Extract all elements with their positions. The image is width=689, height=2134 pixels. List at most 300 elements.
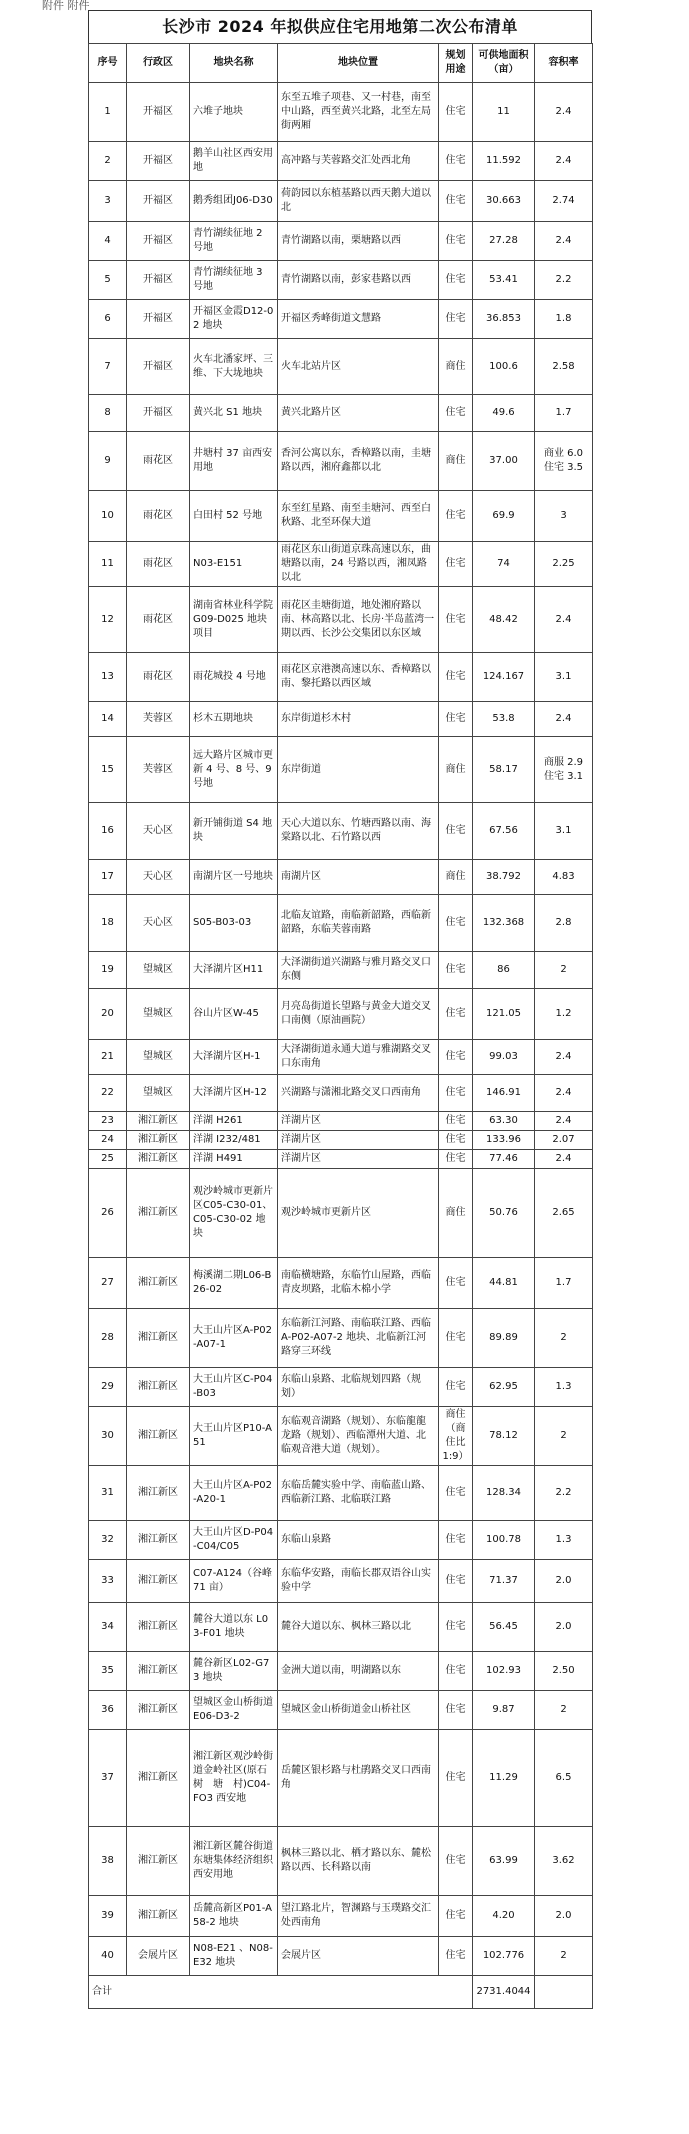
cell-location: 荷韵园以东植基路以西天鹅大道以北 — [278, 181, 439, 222]
cell-usage: 商住 — [439, 860, 473, 895]
cell-far: 2 — [535, 1309, 593, 1368]
cell-far: 2.4 — [535, 142, 593, 181]
table-row — [89, 542, 593, 587]
cell-location: 东岸街道杉木村 — [278, 702, 439, 737]
cell-parcel-name: 大泽湖片区H11 — [190, 952, 278, 989]
cell-area: 11.29 — [473, 1730, 535, 1827]
cell-district: 湘江新区 — [127, 1169, 190, 1258]
col-header-index: 序号 — [89, 44, 127, 83]
cell-location: 月亮岛街道长望路与黄金大道交叉口南侧（原油画院） — [278, 989, 439, 1040]
cell-usage: 住宅 — [439, 1560, 473, 1603]
cell-usage: 住宅 — [439, 395, 473, 432]
cell-district: 雨花区 — [127, 432, 190, 491]
table-header-row — [89, 44, 593, 83]
cell-far: 2.4 — [535, 222, 593, 261]
cell-usage: 商住 — [439, 339, 473, 395]
cell-location: 大泽湖街道兴湖路与雅月路交叉口东侧 — [278, 952, 439, 989]
cell-district: 湘江新区 — [127, 1827, 190, 1896]
cell-area: 99.03 — [473, 1040, 535, 1075]
table-row — [89, 1603, 593, 1652]
cell-area: 86 — [473, 952, 535, 989]
total-row — [89, 1976, 593, 2009]
cell-district: 开福区 — [127, 83, 190, 142]
cell-far: 2.4 — [535, 1075, 593, 1112]
cell-district: 芙蓉区 — [127, 702, 190, 737]
cell-parcel-name: N03-E151 — [190, 542, 278, 587]
cell-area: 124.167 — [473, 653, 535, 702]
cell-area: 9.87 — [473, 1691, 535, 1730]
cell-area: 58.17 — [473, 737, 535, 803]
cell-location: 开福区秀峰街道文慧路 — [278, 300, 439, 339]
table-row — [89, 1040, 593, 1075]
cell-district: 湘江新区 — [127, 1603, 190, 1652]
cell-location: 东临华安路，南临长郡双语谷山实验中学 — [278, 1560, 439, 1603]
table-row — [89, 1258, 593, 1309]
cell-index: 17 — [89, 860, 127, 895]
cell-parcel-name: 大泽湖片区H-1 — [190, 1040, 278, 1075]
cell-index: 35 — [89, 1652, 127, 1691]
cell-usage: 商住 — [439, 1169, 473, 1258]
cell-far: 2.74 — [535, 181, 593, 222]
table-row — [89, 142, 593, 181]
cell-usage: 住宅 — [439, 181, 473, 222]
col-header-district: 行政区 — [127, 44, 190, 83]
cell-area: 63.30 — [473, 1112, 535, 1131]
cell-district: 开福区 — [127, 395, 190, 432]
cell-location: 高冲路与芙蓉路交汇处西北角 — [278, 142, 439, 181]
cell-parcel-name: 远大路片区城市更新 4 号、8 号、9 号地 — [190, 737, 278, 803]
cell-location: 北临友谊路，南临新韶路，西临新韶路，东临芙蓉南路 — [278, 895, 439, 952]
cell-far: 商业 6.0 住宅 3.5 — [535, 432, 593, 491]
cell-index: 1 — [89, 83, 127, 142]
cell-area: 146.91 — [473, 1075, 535, 1112]
cell-index: 20 — [89, 989, 127, 1040]
cell-parcel-name: 鹅秀组团J06-D30 — [190, 181, 278, 222]
table-row — [89, 1075, 593, 1112]
table-row — [89, 339, 593, 395]
table-row — [89, 702, 593, 737]
cell-index: 36 — [89, 1691, 127, 1730]
cell-far: 2.4 — [535, 83, 593, 142]
cell-district: 开福区 — [127, 300, 190, 339]
cell-far: 3.1 — [535, 653, 593, 702]
cell-location: 雨花区京港澳高速以东、香樟路以南、黎托路以西区域 — [278, 653, 439, 702]
cell-usage: 住宅 — [439, 1368, 473, 1407]
table-row — [89, 1521, 593, 1560]
table-row — [89, 395, 593, 432]
cell-index: 22 — [89, 1075, 127, 1112]
cell-far: 6.5 — [535, 1730, 593, 1827]
cell-far: 2.25 — [535, 542, 593, 587]
table-row — [89, 261, 593, 300]
cell-index: 25 — [89, 1150, 127, 1169]
table-row — [89, 952, 593, 989]
cell-parcel-name: 望城区金山桥街道E06-D3-2 — [190, 1691, 278, 1730]
table-row — [89, 653, 593, 702]
cell-usage: 住宅 — [439, 1937, 473, 1976]
cell-parcel-name: 白田村 52 号地 — [190, 491, 278, 542]
cell-index: 38 — [89, 1827, 127, 1896]
cell-parcel-name: 新开铺街道 S4 地块 — [190, 803, 278, 860]
cell-location: 青竹湖路以南，栗塘路以西 — [278, 222, 439, 261]
cell-far: 商服 2.9 住宅 3.1 — [535, 737, 593, 803]
cell-far: 2.07 — [535, 1131, 593, 1150]
cell-area: 49.6 — [473, 395, 535, 432]
cell-area: 77.46 — [473, 1150, 535, 1169]
cell-area: 128.34 — [473, 1466, 535, 1521]
cell-far: 1.3 — [535, 1521, 593, 1560]
table-row — [89, 1131, 593, 1150]
total-empty-cell — [535, 1976, 593, 2009]
cell-usage: 住宅 — [439, 1040, 473, 1075]
cell-usage: 住宅 — [439, 1603, 473, 1652]
cell-usage: 住宅 — [439, 1112, 473, 1131]
cell-index: 32 — [89, 1521, 127, 1560]
cell-far: 2.4 — [535, 587, 593, 653]
cell-index: 14 — [89, 702, 127, 737]
cell-area: 53.8 — [473, 702, 535, 737]
cell-district: 望城区 — [127, 1040, 190, 1075]
cell-district: 湘江新区 — [127, 1407, 190, 1466]
cell-usage: 商住 — [439, 432, 473, 491]
cell-district: 湘江新区 — [127, 1466, 190, 1521]
cell-far: 2.58 — [535, 339, 593, 395]
cell-far: 2.4 — [535, 1112, 593, 1131]
cell-far: 2.8 — [535, 895, 593, 952]
cell-location: 金洲大道以南，明湖路以东 — [278, 1652, 439, 1691]
cell-parcel-name: 大王山片区A-P02-A07-1 — [190, 1309, 278, 1368]
cell-parcel-name: 大王山片区C-P04-B03 — [190, 1368, 278, 1407]
cell-parcel-name: 观沙岭城市更新片区C05-C30-01、C05-C30-02 地块 — [190, 1169, 278, 1258]
cell-district: 湘江新区 — [127, 1560, 190, 1603]
cell-area: 102.776 — [473, 1937, 535, 1976]
cell-index: 10 — [89, 491, 127, 542]
cell-area: 30.663 — [473, 181, 535, 222]
table-row — [89, 1730, 593, 1827]
cell-index: 16 — [89, 803, 127, 860]
cell-area: 36.853 — [473, 300, 535, 339]
cell-district: 湘江新区 — [127, 1368, 190, 1407]
cell-far: 2.4 — [535, 702, 593, 737]
cell-parcel-name: 井塘村 37 亩西安用地 — [190, 432, 278, 491]
document-title: 长沙市 2024 年拟供应住宅用地第二次公布清单 — [88, 10, 592, 43]
table-row — [89, 895, 593, 952]
table-row — [89, 989, 593, 1040]
cell-index: 7 — [89, 339, 127, 395]
cell-index: 39 — [89, 1896, 127, 1937]
cell-area: 11.592 — [473, 142, 535, 181]
table-row — [89, 300, 593, 339]
table-row — [89, 222, 593, 261]
cell-index: 15 — [89, 737, 127, 803]
cell-location: 香河公寓以东，香樟路以南，圭塘路以西，湘府鑫都以北 — [278, 432, 439, 491]
cell-district: 会展片区 — [127, 1937, 190, 1976]
cell-parcel-name: N08-E21 、N08-E32 地块 — [190, 1937, 278, 1976]
cell-index: 19 — [89, 952, 127, 989]
cell-parcel-name: 开福区金霞D12-02 地块 — [190, 300, 278, 339]
cell-usage: 住宅 — [439, 895, 473, 952]
cell-far: 2.65 — [535, 1169, 593, 1258]
cell-usage: 住宅 — [439, 491, 473, 542]
cell-index: 12 — [89, 587, 127, 653]
cell-area: 100.78 — [473, 1521, 535, 1560]
cell-index: 29 — [89, 1368, 127, 1407]
cell-location: 洋湖片区 — [278, 1112, 439, 1131]
cell-index: 13 — [89, 653, 127, 702]
cell-far: 2 — [535, 952, 593, 989]
cell-area: 38.792 — [473, 860, 535, 895]
cell-parcel-name: 湘江新区观沙岭街道金岭社区(原石树 塘 村)C04-FO3 西安地 — [190, 1730, 278, 1827]
cell-district: 雨花区 — [127, 653, 190, 702]
cell-area: 100.6 — [473, 339, 535, 395]
cell-usage: 住宅 — [439, 142, 473, 181]
col-header-parcel-name: 地块名称 — [190, 44, 278, 83]
cell-usage: 住宅 — [439, 1521, 473, 1560]
cell-usage: 商住 — [439, 737, 473, 803]
cell-location: 东临山泉路 — [278, 1521, 439, 1560]
cell-usage: 住宅 — [439, 803, 473, 860]
cell-district: 望城区 — [127, 1075, 190, 1112]
cell-area: 50.76 — [473, 1169, 535, 1258]
cell-parcel-name: 火车北潘家坪、三维、下大垅地块 — [190, 339, 278, 395]
cell-far: 2.2 — [535, 1466, 593, 1521]
cell-location: 东岸街道 — [278, 737, 439, 803]
cell-index: 5 — [89, 261, 127, 300]
table-row — [89, 1652, 593, 1691]
cell-index: 28 — [89, 1309, 127, 1368]
cell-parcel-name: 湖南省林业科学院G09-D025 地块项目 — [190, 587, 278, 653]
cell-parcel-name: 鹅羊山社区西安用地 — [190, 142, 278, 181]
cell-far: 1.8 — [535, 300, 593, 339]
table-row — [89, 83, 593, 142]
cell-location: 岳麓区银杉路与杜鹃路交叉口西南角 — [278, 1730, 439, 1827]
cell-parcel-name: 谷山片区W-45 — [190, 989, 278, 1040]
cell-location: 东至红星路、南至圭塘河、西至白秋路、北至环保大道 — [278, 491, 439, 542]
cell-parcel-name: 麓谷大道以东 L03-F01 地块 — [190, 1603, 278, 1652]
cell-location: 大泽湖街道永通大道与雅湖路交叉口东南角 — [278, 1040, 439, 1075]
cell-index: 4 — [89, 222, 127, 261]
cell-index: 21 — [89, 1040, 127, 1075]
cell-area: 56.45 — [473, 1603, 535, 1652]
cell-location: 南临横塘路，东临竹山屋路，西临青皮坝路，北临木棉小学 — [278, 1258, 439, 1309]
cell-area: 27.28 — [473, 222, 535, 261]
cell-usage: 住宅 — [439, 587, 473, 653]
cell-index: 34 — [89, 1603, 127, 1652]
cell-parcel-name: 青竹湖续征地 3 号地 — [190, 261, 278, 300]
cell-far: 2.0 — [535, 1560, 593, 1603]
cell-location: 枫林三路以北、栖才路以东、麓松路以西、长科路以南 — [278, 1827, 439, 1896]
cell-district: 芙蓉区 — [127, 737, 190, 803]
cell-area: 133.96 — [473, 1131, 535, 1150]
cell-usage: 住宅 — [439, 1258, 473, 1309]
cell-district: 湘江新区 — [127, 1730, 190, 1827]
cell-usage: 住宅 — [439, 1730, 473, 1827]
cell-index: 23 — [89, 1112, 127, 1131]
col-header-usage: 规划用途 — [439, 44, 473, 83]
cell-district: 天心区 — [127, 895, 190, 952]
cell-usage: 住宅 — [439, 1691, 473, 1730]
cell-far: 1.2 — [535, 989, 593, 1040]
cell-district: 湘江新区 — [127, 1150, 190, 1169]
cell-parcel-name: 大王山片区A-P02-A20-1 — [190, 1466, 278, 1521]
table-row — [89, 1368, 593, 1407]
cell-district: 开福区 — [127, 261, 190, 300]
cell-far: 2.0 — [535, 1896, 593, 1937]
cell-far: 1.3 — [535, 1368, 593, 1407]
cell-district: 湘江新区 — [127, 1258, 190, 1309]
cell-parcel-name: 黄兴北 S1 地块 — [190, 395, 278, 432]
land-table — [88, 43, 593, 2009]
cell-area: 132.368 — [473, 895, 535, 952]
cell-usage: 住宅 — [439, 83, 473, 142]
cell-index: 6 — [89, 300, 127, 339]
cell-area: 71.37 — [473, 1560, 535, 1603]
cell-usage: 住宅 — [439, 222, 473, 261]
cell-index: 11 — [89, 542, 127, 587]
total-label: 合计 — [89, 1976, 473, 2009]
cell-area: 44.81 — [473, 1258, 535, 1309]
cell-usage: 商住（商住比 1:9） — [439, 1407, 473, 1466]
cell-location: 望江路北片，智渊路与玉璞路交汇处西南角 — [278, 1896, 439, 1937]
cell-district: 望城区 — [127, 952, 190, 989]
cell-parcel-name: 洋湖 H261 — [190, 1112, 278, 1131]
cell-location: 麓谷大道以东、枫林三路以北 — [278, 1603, 439, 1652]
cell-index: 33 — [89, 1560, 127, 1603]
cell-area: 78.12 — [473, 1407, 535, 1466]
cell-usage: 住宅 — [439, 702, 473, 737]
cell-location: 青竹湖路以南，彭家巷路以西 — [278, 261, 439, 300]
table-row — [89, 1407, 593, 1466]
cell-usage: 住宅 — [439, 952, 473, 989]
cell-parcel-name: 大王山片区D-P04-C04/C05 — [190, 1521, 278, 1560]
cell-district: 湘江新区 — [127, 1896, 190, 1937]
cell-district: 开福区 — [127, 339, 190, 395]
cell-parcel-name: 湘江新区麓谷街道东塘集体经济组织西安用地 — [190, 1827, 278, 1896]
cell-far: 3.1 — [535, 803, 593, 860]
table-row — [89, 1150, 593, 1169]
cell-usage: 住宅 — [439, 1896, 473, 1937]
cell-far: 2 — [535, 1937, 593, 1976]
cell-parcel-name: 岳麓高新区P01-A58-2 地块 — [190, 1896, 278, 1937]
cell-parcel-name: 梅溪湖二期L06-B26-02 — [190, 1258, 278, 1309]
cell-parcel-name: 南湖片区一号地块 — [190, 860, 278, 895]
cell-area: 53.41 — [473, 261, 535, 300]
cell-area: 4.20 — [473, 1896, 535, 1937]
cell-index: 2 — [89, 142, 127, 181]
cell-area: 121.05 — [473, 989, 535, 1040]
table-row — [89, 491, 593, 542]
cell-far: 2.0 — [535, 1603, 593, 1652]
cell-parcel-name: 大泽湖片区H-12 — [190, 1075, 278, 1112]
cell-district: 湘江新区 — [127, 1652, 190, 1691]
col-header-area: 可供地面积（亩） — [473, 44, 535, 83]
cell-district: 天心区 — [127, 860, 190, 895]
cell-district: 雨花区 — [127, 587, 190, 653]
cell-location: 东至五堆子项巷、又一村巷，南至中山路，西至黄兴北路，北至左局街两厢 — [278, 83, 439, 142]
cell-location: 洋湖片区 — [278, 1150, 439, 1169]
table-row — [89, 737, 593, 803]
top-note: 附件 附件 — [42, 0, 90, 12]
table-row — [89, 860, 593, 895]
cell-location: 火车北站片区 — [278, 339, 439, 395]
cell-area: 11 — [473, 83, 535, 142]
cell-area: 37.00 — [473, 432, 535, 491]
table-row — [89, 1691, 593, 1730]
cell-usage: 住宅 — [439, 653, 473, 702]
cell-parcel-name: 雨花城投 4 号地 — [190, 653, 278, 702]
cell-index: 18 — [89, 895, 127, 952]
cell-location: 观沙岭城市更新片区 — [278, 1169, 439, 1258]
cell-location: 雨花区东山街道京珠高速以东，曲塘路以南，24 号路以西，湘凤路以北 — [278, 542, 439, 587]
cell-district: 湘江新区 — [127, 1309, 190, 1368]
cell-usage: 住宅 — [439, 1652, 473, 1691]
cell-area: 69.9 — [473, 491, 535, 542]
cell-district: 望城区 — [127, 989, 190, 1040]
cell-usage: 住宅 — [439, 989, 473, 1040]
cell-usage: 住宅 — [439, 1131, 473, 1150]
table-row — [89, 1896, 593, 1937]
cell-location: 兴湖路与潇湘北路交叉口西南角 — [278, 1075, 439, 1112]
cell-district: 雨花区 — [127, 491, 190, 542]
cell-index: 31 — [89, 1466, 127, 1521]
cell-far: 2 — [535, 1407, 593, 1466]
cell-location: 会展片区 — [278, 1937, 439, 1976]
cell-far: 4.83 — [535, 860, 593, 895]
cell-district: 湘江新区 — [127, 1691, 190, 1730]
cell-index: 9 — [89, 432, 127, 491]
cell-location: 黄兴北路片区 — [278, 395, 439, 432]
table-row — [89, 587, 593, 653]
cell-district: 雨花区 — [127, 542, 190, 587]
cell-usage: 住宅 — [439, 1075, 473, 1112]
cell-district: 湘江新区 — [127, 1521, 190, 1560]
table-row — [89, 1560, 593, 1603]
cell-far: 2 — [535, 1691, 593, 1730]
table-row — [89, 1309, 593, 1368]
cell-parcel-name: 杉木五期地块 — [190, 702, 278, 737]
cell-area: 62.95 — [473, 1368, 535, 1407]
cell-location: 南湖片区 — [278, 860, 439, 895]
cell-parcel-name: S05-B03-03 — [190, 895, 278, 952]
cell-index: 8 — [89, 395, 127, 432]
cell-far: 3 — [535, 491, 593, 542]
cell-index: 24 — [89, 1131, 127, 1150]
table-row — [89, 1827, 593, 1896]
cell-far: 1.7 — [535, 1258, 593, 1309]
table-row — [89, 181, 593, 222]
cell-usage: 住宅 — [439, 542, 473, 587]
cell-usage: 住宅 — [439, 1827, 473, 1896]
cell-location: 洋湖片区 — [278, 1131, 439, 1150]
cell-usage: 住宅 — [439, 1309, 473, 1368]
cell-area: 48.42 — [473, 587, 535, 653]
table-row — [89, 1169, 593, 1258]
cell-location: 东临观音湖路（规划）、东临龍龍龙路（规划）、西临潭州大道、北临观音港大道（规划）。 — [278, 1407, 439, 1466]
cell-index: 30 — [89, 1407, 127, 1466]
total-value: 2731.4044 — [473, 1976, 535, 2009]
table-row — [89, 803, 593, 860]
cell-district: 湘江新区 — [127, 1131, 190, 1150]
cell-usage: 住宅 — [439, 300, 473, 339]
cell-usage: 住宅 — [439, 1466, 473, 1521]
cell-district: 湘江新区 — [127, 1112, 190, 1131]
cell-district: 天心区 — [127, 803, 190, 860]
cell-far: 2.50 — [535, 1652, 593, 1691]
cell-parcel-name: 大王山片区P10-A51 — [190, 1407, 278, 1466]
cell-location: 东临新江河路、南临联江路、西临 A-P02-A07-2 地块、北临新江河路穿三环线 — [278, 1309, 439, 1368]
cell-area: 63.99 — [473, 1827, 535, 1896]
cell-area: 74 — [473, 542, 535, 587]
